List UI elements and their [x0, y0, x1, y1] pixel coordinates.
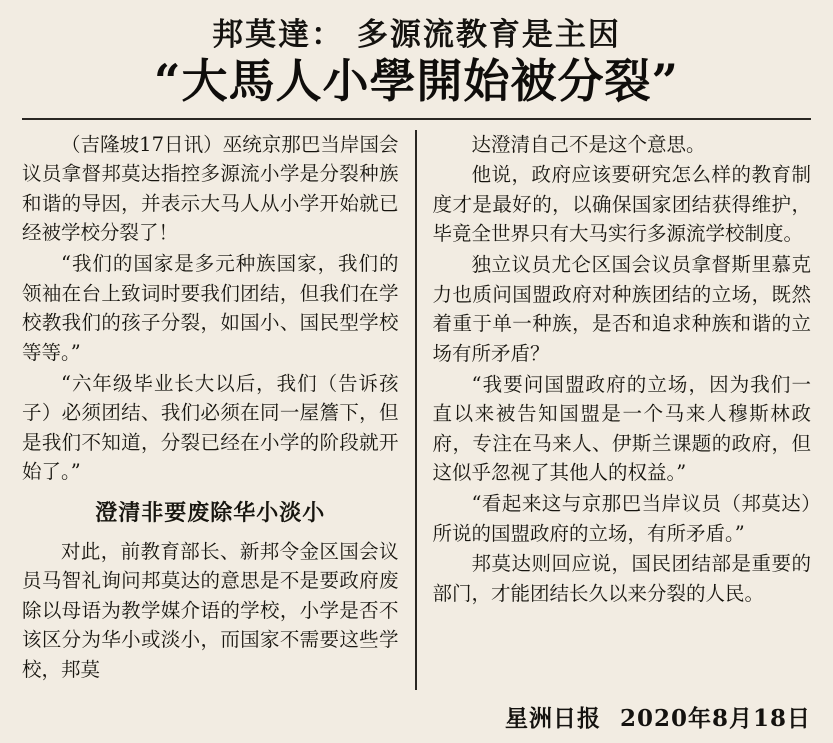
- paragraph: （吉隆坡17日讯）巫统京那巴当岸国会议员拿督邦莫达指控多源流小学是分裂种族和谐的导因，并表示大马人从小学开始就已经被学校分裂了！: [22, 132, 399, 245]
- section-subheading: 澄清非要废除华小淡小: [95, 500, 326, 527]
- article-kicker: 邦莫達： 多源流教育是主因: [212, 17, 621, 53]
- article-column-right: [417, 130, 812, 690]
- publication-masthead: 星洲日报: [504, 705, 601, 732]
- header-divider: [22, 118, 811, 120]
- paragraph: 对此，前教育部长、新邦令金区国会议员马智礼询问邦莫达的意思是不是要政府废除以母语为教学媒介语的学校，小学是否不该区分为华小或淡小，而国家不需要这些学校，邦莫: [22, 539, 399, 682]
- article-headline: “大馬人小學開始被分裂”: [154, 54, 679, 109]
- article-footer: [505, 700, 811, 733]
- article-column-left: [22, 130, 417, 690]
- paragraph: 独立议员尤仑区国会议员拿督斯里慕克力也质问国盟政府对种族团结的立场，既然着重于单一种族，是否和追求种族和谐的立场有所矛盾？: [432, 253, 811, 365]
- paragraph: “我们的国家是多元种族国家，我们的领袖在台上致词时要我们团结，但我们在学校教我们的孩子分裂，如国小、国民型学校等等。”: [22, 252, 399, 364]
- article-columns: [22, 130, 811, 690]
- paragraph: “六年级毕业长大以后，我们（告诉孩子）必须团结、我们必须在同一屋簷下，但是我们不知道，分裂已经在小学的阶段就开始了。”: [22, 371, 399, 484]
- paragraph: 达澄清自己不是这个意思。: [471, 132, 706, 156]
- paragraph: 他说，政府应该要研究怎么样的教育制度才是最好的，以确保国家团结获得维护，毕竟全世界只有大马实行多源流学校制度。: [432, 163, 811, 246]
- paragraph: “我要问国盟政府的立场，因为我们一直以来被告知国盟是一个马来人穆斯林政府，专注在马来人、伊斯兰课题的政府，但这似乎忽视了其他人的权益。”: [432, 372, 811, 485]
- paragraph: 邦莫达则回应说，国民团结部是重要的部门，才能团结长久以来分裂的人民。: [432, 552, 811, 605]
- publication-date: 2020年8月18日: [619, 705, 811, 732]
- paragraph: “看起来这与京那巴当岸议员（邦莫达）所说的国盟政府的立场，有所矛盾。”: [432, 492, 811, 545]
